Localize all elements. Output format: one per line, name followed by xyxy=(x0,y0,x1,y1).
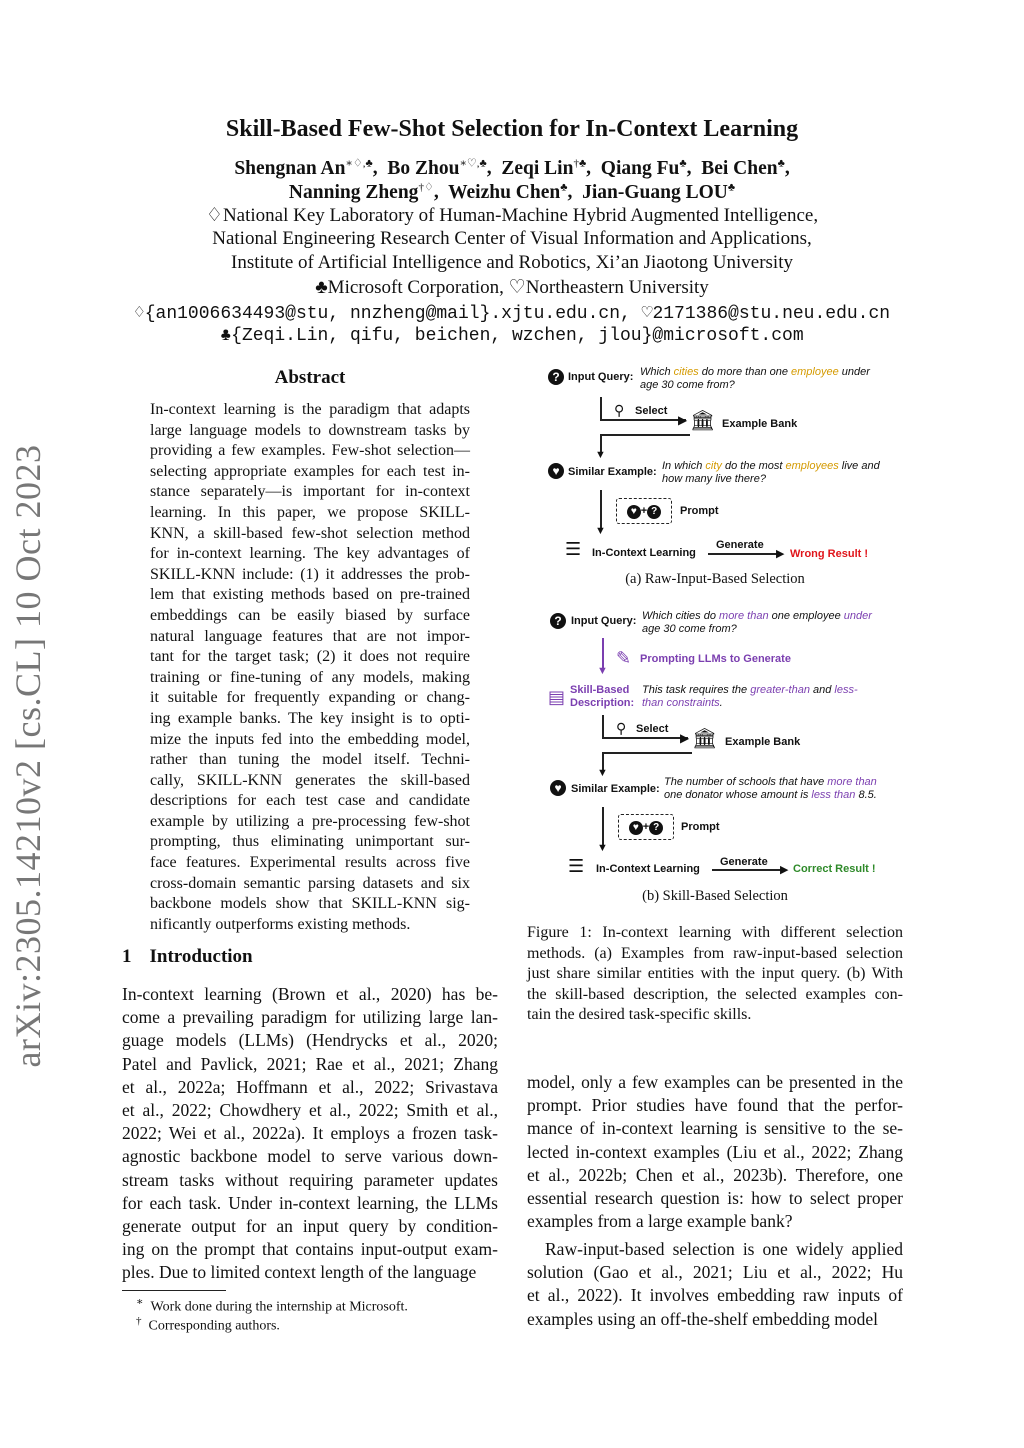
skill-description-text: This task requires the greater-than and less- than constraints. xyxy=(642,684,858,709)
intro-line: come a prevailing paradigm for utilizing large lan- xyxy=(122,1007,498,1028)
input-query-label: Input Query: xyxy=(571,615,637,627)
document-icon: ▤ xyxy=(548,687,566,707)
similar-example-label: Similar Example: xyxy=(571,783,660,795)
flow-arrow xyxy=(602,807,604,847)
footnote-rule xyxy=(122,1290,226,1291)
prompt-label: Prompt xyxy=(680,505,719,517)
arrow-head-icon: ▶ xyxy=(776,548,785,560)
subcaption-b: (b) Skill-Based Selection xyxy=(642,888,788,904)
generate-label: Generate xyxy=(716,539,764,551)
abstract-line: tant for the target task; (2) it does not require xyxy=(150,648,470,666)
abstract-body xyxy=(150,400,470,935)
introduction-body xyxy=(122,983,498,1285)
similar-example-label: Similar Example: xyxy=(568,466,657,478)
similar-example-text: The number of schools that have more than one donator whose amount is less than 8.5. xyxy=(664,776,877,801)
caption-line: Figure 1: In-context learning with different selection xyxy=(527,924,903,941)
figure-1 xyxy=(540,362,910,910)
input-query-text: Which cities do more than one employee under age 30 come from? xyxy=(642,610,872,635)
server-icon: ☰ xyxy=(565,539,582,559)
arrow-head-icon: ▶ xyxy=(680,731,690,745)
paragraph-line: et al., 2022b; Chen et al., 2023b). Therefore, one xyxy=(527,1164,903,1185)
icl-label: In-Context Learning xyxy=(596,863,700,875)
paragraph-line: essential research question is: how to select proper xyxy=(527,1188,903,1209)
affiliation-line: ♣Microsoft Corporation, ♡Northeastern University xyxy=(315,277,709,298)
abstract-line: example by utilizing a pre-processing few-shot xyxy=(150,812,470,830)
question-icon: ? xyxy=(550,613,566,629)
select-label: Select xyxy=(636,723,669,735)
arrow-head-icon: ▼ xyxy=(597,665,608,677)
abstract-line: backbone models show that SKILL-KNN sig- xyxy=(150,895,470,913)
abstract-line: selecting appropriate examples for each test in- xyxy=(150,462,470,480)
abstract-line: ing example banks. The key insight is to opti- xyxy=(150,709,470,727)
generate-arrow xyxy=(708,553,780,555)
abstract-line: rather than tuning the model itself. Techni- xyxy=(150,751,470,769)
correct-result: Correct Result ! xyxy=(793,863,876,875)
arrow-head-icon: ▼ xyxy=(597,842,608,854)
affiliation-line: National Engineering Research Center of Visual Information and Applications, xyxy=(212,228,812,249)
abstract-line: training or fine-tuning of any models, making xyxy=(150,668,470,686)
flow-arrow xyxy=(602,715,604,737)
affiliation-line: ♢National Key Laboratory of Human-Machine Hybrid Augmented Intelligence, xyxy=(205,205,819,226)
arrow-head-icon: ▶ xyxy=(780,864,789,876)
paragraph-line: Raw-input-based selection is one widely applied xyxy=(545,1239,903,1259)
paragraph-line: prompt. Prior studies have found that the perfor- xyxy=(527,1095,903,1116)
author: Nanning Zheng†♢ xyxy=(288,181,434,203)
generate-arrow xyxy=(712,869,784,871)
paragraph-line: et al., 2022). It involves embedding raw inputs of xyxy=(527,1285,903,1306)
paragraph-line: examples from a large example bank? xyxy=(527,1211,793,1232)
abstract-line: it suitable for frequently expanding or chang- xyxy=(150,689,470,707)
skill-description-label: Skill-Based Description: xyxy=(570,684,635,709)
paragraph-line: solution (Gao et al., 2021; Liu et al., 2022; Hu xyxy=(527,1262,903,1283)
footnote: ∗ Work done during the internship at Microsoft. xyxy=(136,1296,408,1315)
intro-line: et al., 2022; Chowdhery et al., 2022; Smith et al., xyxy=(122,1100,498,1121)
intro-line: for each task. Under in-context learning, the LLMs xyxy=(122,1192,498,1213)
abstract-line: providing a few examples. Few-shot selection— xyxy=(150,442,470,460)
abstract-line: prompting, thus eliminating unimportant sur- xyxy=(150,833,470,851)
heart-icon: ♥ xyxy=(548,463,564,479)
footnote: † Corresponding authors. xyxy=(136,1315,280,1334)
intro-line: agnostic backbone model to serve various down- xyxy=(122,1146,498,1167)
prompt-box: ♥ + ? xyxy=(616,498,672,524)
abstract-line: face features. Experimental results across five xyxy=(150,854,470,872)
intro-line: ples. Due to limited context length of the language xyxy=(122,1262,477,1283)
intro-line: ing on the prompt that contains input-output exam- xyxy=(122,1239,498,1260)
pencil-icon: ✎ xyxy=(616,648,632,668)
email-line: ♢{an1006634493@stu, nnzheng@mail}.xjtu.edu.cn, ♡2171386@stu.neu.edu.cn xyxy=(133,304,891,324)
authors-line-1: Shengnan An∗♢,♣, Bo Zhou∗♡,♣, Zeqi Lin†♣, Qiang Fu♣, Bei Chen♣, xyxy=(234,157,790,179)
icl-label: In-Context Learning xyxy=(592,547,696,559)
author: Qiang Fu♣ xyxy=(600,157,687,179)
generate-label: Generate xyxy=(720,856,768,868)
abstract-line: SKILL-KNN include: (1) it addresses the prob- xyxy=(150,565,470,583)
abstract-line: In-context learning is the paradigm that adapts xyxy=(150,401,470,418)
wrong-result: Wrong Result ! xyxy=(790,548,869,560)
paragraph-line: mance of in-context learning is sensitive to the se- xyxy=(527,1118,903,1139)
flow-arrow xyxy=(600,419,686,421)
example-bank-label: Example Bank xyxy=(722,418,798,430)
paragraph-line: lected in-context examples (Liu et al., 2022; Zhang xyxy=(527,1141,903,1162)
prompting-label: Prompting LLMs to Generate xyxy=(640,653,791,665)
prompt-label: Prompt xyxy=(681,821,720,833)
abstract-line: lem that existing methods based on pre-trained xyxy=(150,586,470,604)
intro-line: stream tasks without requiring parameter updates xyxy=(122,1169,498,1190)
arrow-head-icon: ▼ xyxy=(595,449,606,461)
intro-line: In-context learning (Brown et al., 2020) has be- xyxy=(122,984,498,1004)
select-label: Select xyxy=(635,405,668,417)
caption-line: the skill-based description, the selected examples con- xyxy=(527,985,903,1003)
figure-caption xyxy=(527,923,903,1026)
flow-arrow xyxy=(600,434,690,436)
input-query-label: Input Query: xyxy=(568,371,634,383)
abstract-line: nificantly outperforms existing methods. xyxy=(150,915,411,933)
author: Jian-Guang LOU♣ xyxy=(582,181,736,203)
intro-line: et al., 2022a; Hoffmann et al., 2022; Srivastava xyxy=(122,1076,498,1097)
right-column-paragraph xyxy=(527,1238,903,1331)
paper-title: Skill-Based Few-Shot Selection for In-Context Learning xyxy=(225,116,799,142)
abstract-line: cross-domain semantic parsing datasets and six xyxy=(150,874,470,892)
abstract-line: KNN, a skill-based few-shot selection method xyxy=(150,524,470,542)
flow-arrow xyxy=(602,752,692,754)
abstract-line: for in-context learning. The key advantages of xyxy=(150,545,470,563)
caption-line: just share similar entities with the input query. (b) With xyxy=(527,965,903,983)
flow-arrow xyxy=(602,737,688,739)
server-icon: ☰ xyxy=(568,856,585,876)
abstract-line: learning. In this paper, we propose SKILL- xyxy=(150,503,470,521)
author: Bo Zhou∗♡,♣ xyxy=(387,157,487,179)
author: Shengnan An∗♢,♣ xyxy=(234,157,373,179)
input-query-text: Which cities do more than one employee under age 30 come from? xyxy=(640,366,870,391)
caption-line: methods. (a) Examples from raw-input-based selection xyxy=(527,944,903,962)
search-icon: ⚲ xyxy=(614,402,625,418)
abstract-line: cally, SKILL-KNN generates the skill-based xyxy=(150,771,470,789)
flow-arrow xyxy=(600,397,602,419)
abstract-line: stance separately—is important for in-context xyxy=(150,483,470,501)
intro-line: 2022; Wei et al., 2022a). It employs a frozen task- xyxy=(122,1123,498,1144)
similar-example-text: In which city do the most employees live and how many live there? xyxy=(662,460,880,485)
intro-line: generate output for an input query by condition- xyxy=(122,1216,498,1237)
heart-icon: ♥ xyxy=(550,780,566,796)
intro-line: guage models (LLMs) (Hendrycks et al., 2020; xyxy=(122,1030,498,1051)
subcaption-a: (a) Raw-Input-Based Selection xyxy=(625,571,805,587)
arrow-head-icon: ▶ xyxy=(678,413,688,427)
caption-line: tain the desired task-specific skills. xyxy=(527,1006,752,1024)
author: Bei Chen♣ xyxy=(701,157,785,179)
search-icon: ⚲ xyxy=(616,720,627,736)
intro-line: Patel and Pavlick, 2021; Rae et al., 2021; Zhang xyxy=(122,1053,498,1074)
example-bank-label: Example Bank xyxy=(725,736,801,748)
abstract-line: natural language features that are not impor- xyxy=(150,627,470,645)
section-heading: 1 Introduction xyxy=(122,946,253,967)
author: Zeqi Lin†♣ xyxy=(501,157,587,179)
abstract-heading: Abstract xyxy=(274,367,346,388)
author: Weizhu Chen♣ xyxy=(448,181,568,203)
flow-arrow xyxy=(600,490,602,530)
bank-icon: 🏛 xyxy=(692,728,718,750)
arrow-head-icon: ▼ xyxy=(597,767,608,779)
paragraph-line: model, only a few examples can be presented in the xyxy=(527,1072,903,1092)
abstract-line: mize the inputs fed into the embedding model, xyxy=(150,730,470,748)
abstract-line: descriptions for each test case and candidate xyxy=(150,792,470,810)
bank-icon: 🏛 xyxy=(690,410,716,432)
affiliation-line: Institute of Artificial Intelligence and Robotics, Xi’an Jiaotong University xyxy=(231,252,793,273)
arrow-head-icon: ▼ xyxy=(595,525,606,537)
question-icon: ? xyxy=(548,369,564,385)
email-line: ♣{Zeqi.Lin, qifu, beichen, wzchen, jlou}@microsoft.com xyxy=(220,326,804,346)
right-column-paragraph xyxy=(527,1071,903,1233)
authors-line-2: Nanning Zheng†♢, Weizhu Chen♣, Jian-Guang LOU♣ xyxy=(288,181,736,203)
abstract-line: embeddings can be easily biased by surface xyxy=(150,606,470,624)
prompt-box: ♥ + ? xyxy=(618,814,674,840)
arxiv-identifier: arXiv:2305.14210v2 [cs.CL] 10 Oct 2023 xyxy=(8,444,48,1068)
paragraph-line: examples using an off-the-shelf embedding model xyxy=(527,1308,879,1329)
abstract-line: large language models to downstream tasks by xyxy=(150,421,470,439)
